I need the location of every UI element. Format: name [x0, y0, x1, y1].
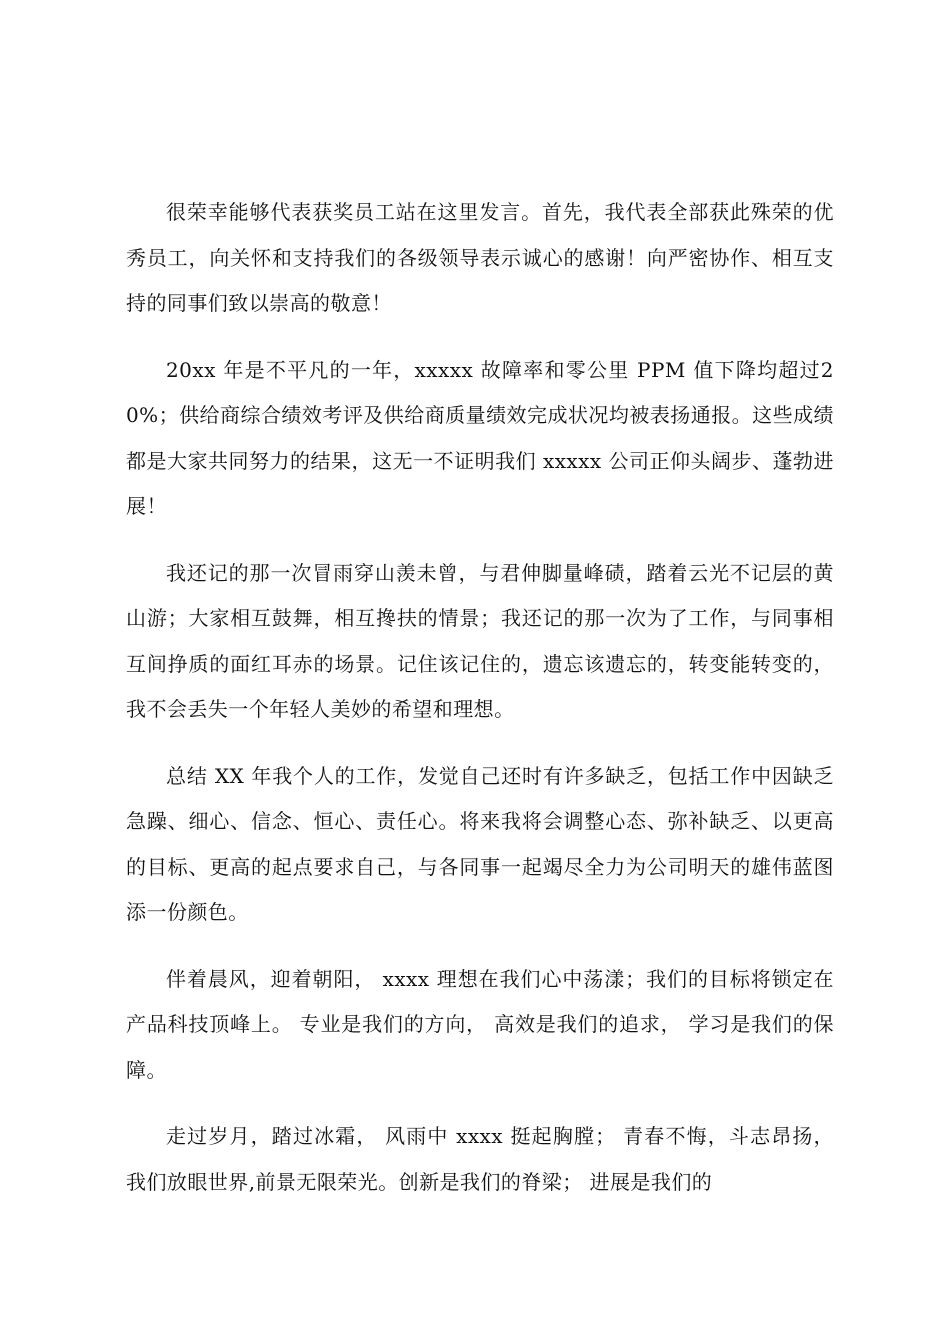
- paragraph-5: 伴着晨风，迎着朝阳， xxxx 理想在我们心中荡漾；我们的目标将锁定在产品科技顶峰上。 专业是我们的方向， 高效是我们的追求， 学习是我们的保障。: [126, 966, 834, 1082]
- paragraph-2: 20xx 年是不平凡的一年，xxxxx 故障率和零公里 PPM 值下降均超过20%；供给商综合绩效考评及供给商质量绩效完成状况均被表扬通报。这些成绩都是大家共同努力的结果，这无一不证明我们 xxxxx 公司正仰头阔步、蓬勃进展！: [126, 357, 834, 518]
- paragraph-6: 走过岁月，踏过冰霜， 风雨中 xxxx 挺起胸膛； 青春不悔，斗志昂扬， 我们放眼世界,前景无限荣光。创新是我们的脊梁； 进展是我们的: [126, 1124, 834, 1194]
- document-body: [126, 190, 834, 1226]
- paragraph-4: 总结 XX 年我个人的工作，发觉自己还时有许多缺乏，包括工作中因缺乏急躁、细心、信念、恒心、责任心。将来我将会调整心态、弥补缺乏、以更高的目标、更高的起点要求自己，与各同事一起竭尽全力为公司明天的雄伟蓝图添一份颜色。: [126, 763, 834, 924]
- paragraph-3: 我还记的那一次冒雨穿山羡未曾，与君伸脚量峰碛，踏着云光不记层的黄山游；大家相互鼓舞，相互搀扶的情景；我还记的那一次为了工作，与同事相互间挣质的面红耳赤的场景。记住该记住的，遗忘该遗忘的，转变能转变的，我不会丢失一个年轻人美妙的希望和理想。: [126, 560, 834, 721]
- paragraph-1: 很荣幸能够代表获奖员工站在这里发言。首先，我代表全部获此殊荣的优秀员工，向关怀和支持我们的各级领导表示诚心的感谢！向严密协作、相互支持的同事们致以崇高的敬意！: [126, 200, 834, 315]
